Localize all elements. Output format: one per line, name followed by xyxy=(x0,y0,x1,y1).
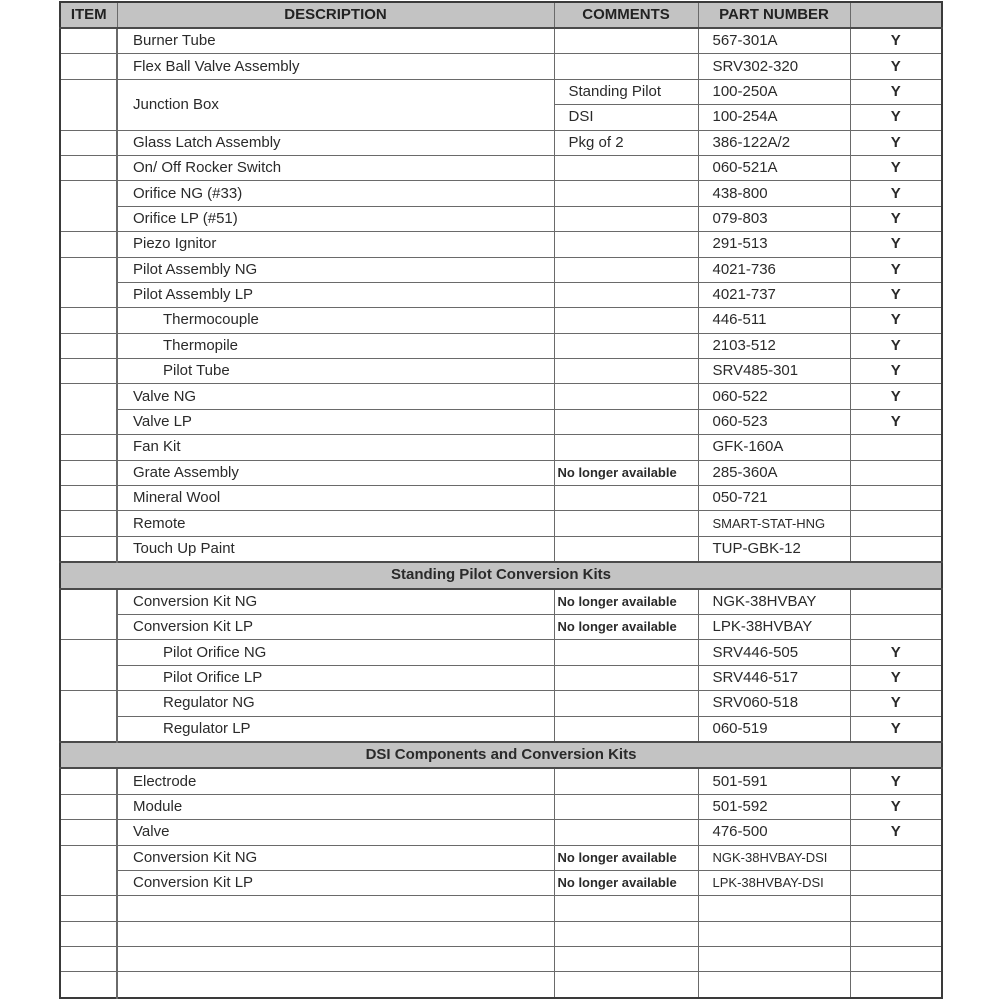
table-row xyxy=(60,665,942,690)
comments-cell xyxy=(554,384,698,409)
table-row xyxy=(60,79,942,104)
description-cell: Conversion Kit LP xyxy=(117,614,554,639)
description-cell: Junction Box xyxy=(117,79,554,130)
item-cell xyxy=(60,155,117,180)
table-row xyxy=(60,282,942,307)
comments-cell xyxy=(554,155,698,180)
stock-cell xyxy=(850,536,942,562)
description-cell: Mineral Wool xyxy=(117,486,554,511)
comments-cell xyxy=(554,232,698,257)
table-row xyxy=(60,511,942,536)
comments-cell xyxy=(554,640,698,665)
item-cell xyxy=(60,435,117,460)
stock-cell: Y xyxy=(850,28,942,54)
description-cell: Conversion Kit NG xyxy=(117,589,554,615)
description-cell: Grate Assembly xyxy=(117,460,554,485)
item-cell xyxy=(60,308,117,333)
stock-cell: Y xyxy=(850,691,942,716)
comments-cell: DSI xyxy=(554,105,698,130)
comments-cell xyxy=(554,409,698,434)
stock-cell: Y xyxy=(850,308,942,333)
stock-cell: Y xyxy=(850,665,942,690)
table-row xyxy=(60,28,942,54)
description-cell: Orifice LP (#51) xyxy=(117,206,554,231)
part-number-cell: GFK-160A xyxy=(698,435,850,460)
table-row xyxy=(60,130,942,155)
part-number-cell: 501-591 xyxy=(698,768,850,794)
stock-cell: Y xyxy=(850,384,942,409)
item-cell xyxy=(60,232,117,257)
comments-cell xyxy=(554,665,698,690)
item-cell xyxy=(60,257,117,308)
stock-cell: Y xyxy=(850,359,942,384)
comments-cell xyxy=(554,435,698,460)
table-row xyxy=(60,794,942,819)
table-row xyxy=(60,384,942,409)
empty-cell xyxy=(850,921,942,946)
description-cell: Electrode xyxy=(117,768,554,794)
description-cell: Valve NG xyxy=(117,384,554,409)
empty-cell xyxy=(554,921,698,946)
stock-cell: Y xyxy=(850,257,942,282)
comments-cell: Pkg of 2 xyxy=(554,130,698,155)
comments-cell xyxy=(554,359,698,384)
description-cell: Touch Up Paint xyxy=(117,536,554,562)
stock-cell: Y xyxy=(850,130,942,155)
table-row xyxy=(60,870,942,895)
empty-cell xyxy=(554,972,698,998)
item-cell xyxy=(60,460,117,485)
empty-cell xyxy=(850,896,942,921)
parts-table xyxy=(59,1,943,999)
item-cell xyxy=(60,359,117,384)
stock-cell: Y xyxy=(850,79,942,104)
description-cell: Module xyxy=(117,794,554,819)
table-row xyxy=(60,820,942,845)
header-description: DESCRIPTION xyxy=(117,2,554,28)
comments-cell xyxy=(554,820,698,845)
description-cell: Pilot Tube xyxy=(117,359,554,384)
stock-cell: Y xyxy=(850,206,942,231)
table-row xyxy=(60,155,942,180)
comments-cell xyxy=(554,181,698,206)
part-number-cell: 4021-737 xyxy=(698,282,850,307)
comments-cell xyxy=(554,257,698,282)
part-number-cell: 291-513 xyxy=(698,232,850,257)
part-number-cell: 2103-512 xyxy=(698,333,850,358)
table-row xyxy=(60,333,942,358)
comments-cell: No longer available xyxy=(554,845,698,870)
comments-cell: Standing Pilot xyxy=(554,79,698,104)
empty-cell xyxy=(117,947,554,972)
comments-cell: No longer available xyxy=(554,460,698,485)
description-cell: Pilot Orifice NG xyxy=(117,640,554,665)
header-part-number: PART NUMBER xyxy=(698,2,850,28)
description-cell: Flex Ball Valve Assembly xyxy=(117,54,554,79)
part-number-cell: NGK-38HVBAY-DSI xyxy=(698,845,850,870)
stock-cell: Y xyxy=(850,794,942,819)
item-cell xyxy=(60,845,117,896)
description-cell: Thermocouple xyxy=(117,308,554,333)
description-cell: Regulator LP xyxy=(117,716,554,742)
part-number-cell: 050-721 xyxy=(698,486,850,511)
item-cell xyxy=(60,54,117,79)
empty-row xyxy=(60,972,942,998)
item-cell xyxy=(60,589,117,640)
item-cell xyxy=(60,536,117,562)
stock-cell xyxy=(850,589,942,615)
description-cell: Remote xyxy=(117,511,554,536)
empty-cell xyxy=(60,921,117,946)
item-cell xyxy=(60,333,117,358)
comments-cell xyxy=(554,28,698,54)
empty-cell xyxy=(698,947,850,972)
part-number-cell: SRV446-517 xyxy=(698,665,850,690)
part-number-cell: SRV060-518 xyxy=(698,691,850,716)
table-header-row xyxy=(60,2,942,28)
table-row xyxy=(60,691,942,716)
part-number-cell: 501-592 xyxy=(698,794,850,819)
table-row xyxy=(60,845,942,870)
item-cell xyxy=(60,820,117,845)
table-row xyxy=(60,486,942,511)
empty-cell xyxy=(698,921,850,946)
stock-cell: Y xyxy=(850,232,942,257)
comments-cell xyxy=(554,206,698,231)
part-number-cell: 4021-736 xyxy=(698,257,850,282)
item-cell xyxy=(60,384,117,435)
item-cell xyxy=(60,691,117,742)
part-number-cell: 100-254A xyxy=(698,105,850,130)
table-row xyxy=(60,640,942,665)
part-number-cell: TUP-GBK-12 xyxy=(698,536,850,562)
stock-cell xyxy=(850,486,942,511)
empty-row xyxy=(60,921,942,946)
comments-cell xyxy=(554,511,698,536)
stock-cell xyxy=(850,845,942,870)
description-cell: Conversion Kit LP xyxy=(117,870,554,895)
item-cell xyxy=(60,794,117,819)
empty-cell xyxy=(117,896,554,921)
description-cell: Valve LP xyxy=(117,409,554,434)
description-cell: Fan Kit xyxy=(117,435,554,460)
table-row xyxy=(60,768,942,794)
description-cell: Pilot Orifice LP xyxy=(117,665,554,690)
table-row xyxy=(60,257,942,282)
empty-cell xyxy=(60,972,117,998)
comments-cell xyxy=(554,54,698,79)
item-cell xyxy=(60,28,117,54)
item-cell xyxy=(60,768,117,794)
comments-cell xyxy=(554,716,698,742)
stock-cell xyxy=(850,460,942,485)
item-cell xyxy=(60,79,117,130)
comments-cell xyxy=(554,691,698,716)
stock-cell: Y xyxy=(850,54,942,79)
part-number-cell: 060-519 xyxy=(698,716,850,742)
stock-cell: Y xyxy=(850,409,942,434)
comments-cell xyxy=(554,333,698,358)
empty-cell xyxy=(117,972,554,998)
stock-cell: Y xyxy=(850,640,942,665)
stock-cell: Y xyxy=(850,333,942,358)
description-cell: On/ Off Rocker Switch xyxy=(117,155,554,180)
item-cell xyxy=(60,640,117,691)
part-number-cell: 567-301A xyxy=(698,28,850,54)
comments-cell xyxy=(554,536,698,562)
part-number-cell: 060-521A xyxy=(698,155,850,180)
item-cell xyxy=(60,511,117,536)
table-row xyxy=(60,232,942,257)
comments-cell xyxy=(554,768,698,794)
part-number-cell: SRV485-301 xyxy=(698,359,850,384)
part-number-cell: 060-522 xyxy=(698,384,850,409)
empty-cell xyxy=(554,947,698,972)
stock-cell xyxy=(850,511,942,536)
comments-cell: No longer available xyxy=(554,614,698,639)
part-number-cell: 060-523 xyxy=(698,409,850,434)
part-number-cell: LPK-38HVBAY xyxy=(698,614,850,639)
description-cell: Thermopile xyxy=(117,333,554,358)
part-number-cell: SRV446-505 xyxy=(698,640,850,665)
stock-cell: Y xyxy=(850,716,942,742)
stock-cell: Y xyxy=(850,181,942,206)
part-number-cell: LPK-38HVBAY-DSI xyxy=(698,870,850,895)
description-cell: Orifice NG (#33) xyxy=(117,181,554,206)
description-cell: Valve xyxy=(117,820,554,845)
table-row xyxy=(60,536,942,562)
empty-cell xyxy=(117,921,554,946)
part-number-cell: 285-360A xyxy=(698,460,850,485)
empty-row xyxy=(60,896,942,921)
section-header-standing-pilot xyxy=(60,562,942,588)
section-title: Standing Pilot Conversion Kits xyxy=(60,562,942,588)
comments-cell: No longer available xyxy=(554,870,698,895)
item-cell xyxy=(60,486,117,511)
stock-cell xyxy=(850,435,942,460)
table-row xyxy=(60,54,942,79)
part-number-cell: SRV302-320 xyxy=(698,54,850,79)
table-row xyxy=(60,359,942,384)
part-number-cell: SMART-STAT-HNG xyxy=(698,511,850,536)
stock-cell: Y xyxy=(850,155,942,180)
stock-cell xyxy=(850,870,942,895)
stock-cell xyxy=(850,614,942,639)
comments-cell: No longer available xyxy=(554,589,698,615)
stock-cell: Y xyxy=(850,768,942,794)
description-cell: Burner Tube xyxy=(117,28,554,54)
stock-cell: Y xyxy=(850,820,942,845)
section-header-dsi xyxy=(60,742,942,768)
table-row xyxy=(60,614,942,639)
part-number-cell: 386-122A/2 xyxy=(698,130,850,155)
item-cell xyxy=(60,130,117,155)
description-cell: Pilot Assembly LP xyxy=(117,282,554,307)
part-number-cell: NGK-38HVBAY xyxy=(698,589,850,615)
table-row xyxy=(60,409,942,434)
comments-cell xyxy=(554,282,698,307)
empty-cell xyxy=(850,947,942,972)
stock-cell: Y xyxy=(850,105,942,130)
stock-cell: Y xyxy=(850,282,942,307)
header-comments: COMMENTS xyxy=(554,2,698,28)
table-row xyxy=(60,181,942,206)
description-cell: Conversion Kit NG xyxy=(117,845,554,870)
empty-cell xyxy=(60,947,117,972)
empty-cell xyxy=(698,972,850,998)
item-cell xyxy=(60,181,117,232)
section-title: DSI Components and Conversion Kits xyxy=(60,742,942,768)
empty-row xyxy=(60,947,942,972)
part-number-cell: 100-250A xyxy=(698,79,850,104)
description-cell: Piezo Ignitor xyxy=(117,232,554,257)
table-row xyxy=(60,308,942,333)
header-item: ITEM xyxy=(60,2,117,28)
comments-cell xyxy=(554,794,698,819)
table-row xyxy=(60,460,942,485)
empty-cell xyxy=(554,896,698,921)
table-row xyxy=(60,206,942,231)
table-row xyxy=(60,589,942,615)
part-number-cell: 079-803 xyxy=(698,206,850,231)
description-cell: Pilot Assembly NG xyxy=(117,257,554,282)
empty-cell xyxy=(850,972,942,998)
table-row xyxy=(60,716,942,742)
empty-cell xyxy=(60,896,117,921)
description-cell: Glass Latch Assembly xyxy=(117,130,554,155)
part-number-cell: 438-800 xyxy=(698,181,850,206)
comments-cell xyxy=(554,486,698,511)
table-row xyxy=(60,435,942,460)
empty-cell xyxy=(698,896,850,921)
part-number-cell: 446-511 xyxy=(698,308,850,333)
header-stock xyxy=(850,2,942,28)
comments-cell xyxy=(554,308,698,333)
part-number-cell: 476-500 xyxy=(698,820,850,845)
description-cell: Regulator NG xyxy=(117,691,554,716)
